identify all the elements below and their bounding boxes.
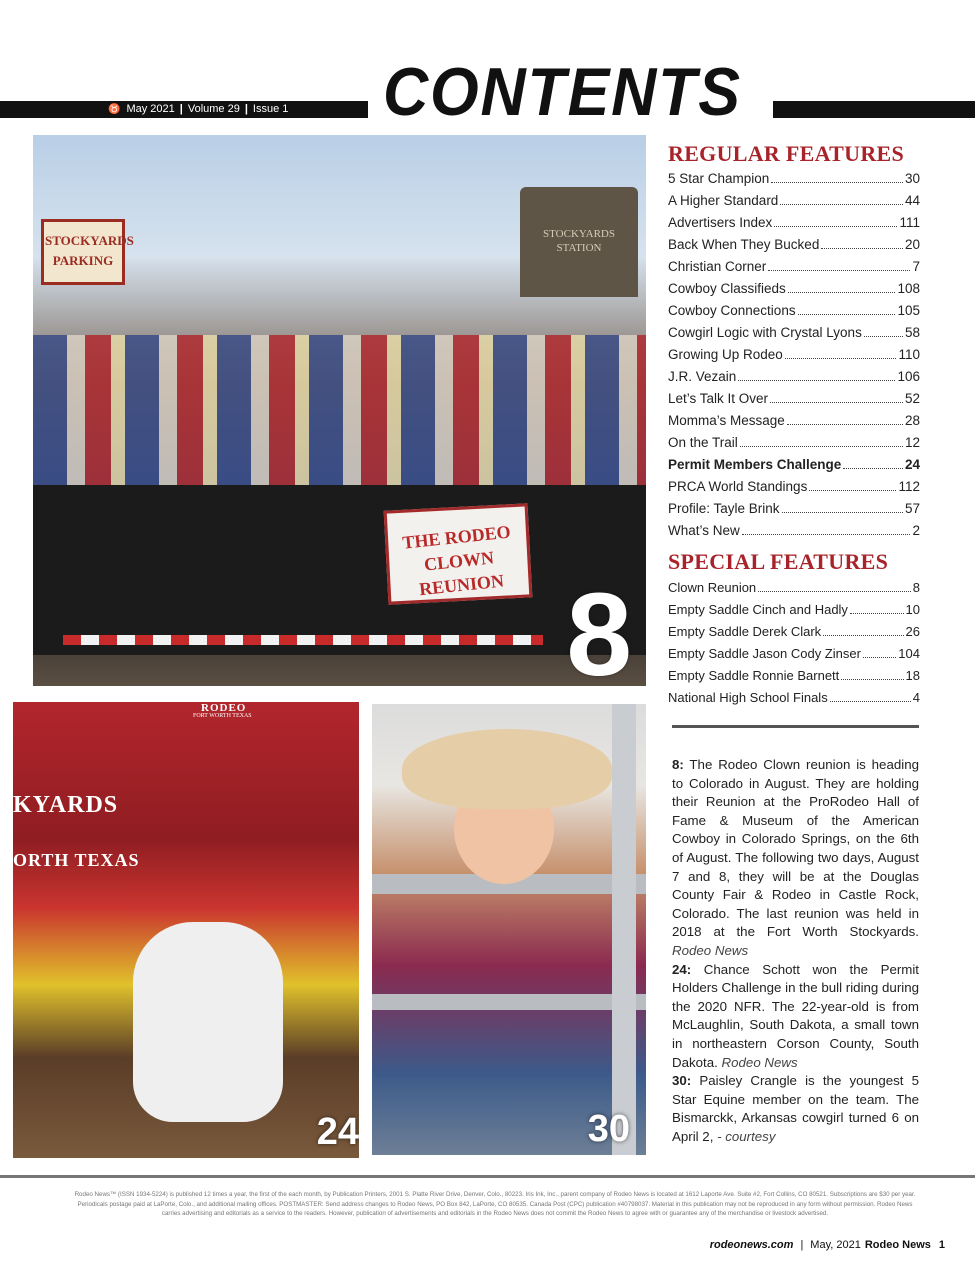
issue-number: Issue 1 <box>252 103 289 115</box>
special-feature-item[interactable] <box>668 643 920 665</box>
toc-page: 28 <box>904 413 920 428</box>
toc-leader-dots <box>774 226 897 227</box>
toc-page: 52 <box>904 391 920 406</box>
toc-leader-dots <box>843 468 903 469</box>
special-feature-item[interactable] <box>668 599 920 621</box>
section-divider <box>672 725 919 728</box>
toc-page: 26 <box>905 624 920 639</box>
description-text: Paisley Crangle is the youngest 5 Star Equine member on the team. The Bismarckk, Arkansas cowgirl turned 6 on April 2, <box>672 1073 919 1144</box>
special-feature-item[interactable] <box>668 687 920 709</box>
description-page-ref: 24: <box>672 961 692 977</box>
toc-leader-dots <box>740 446 903 447</box>
cowboy-hat <box>402 729 612 809</box>
regular-feature-item[interactable] <box>668 212 920 234</box>
toc-leader-dots <box>780 204 903 205</box>
legal-notice: Rodeo News™ (ISSN 1934-5224) is published 12 times a year, the first of the each month, by Publication Printers, 2001 S. Platte River Drive, Denver, Colo., 80223. Iris Ink, Inc., parent company of Rodeo News is located at 1612 Laporte Ave. Suite #2, Fort Collins, CO 80521. Subscriptions are $30 per year. Periodicals postage paid at LaPorte, Colo., and additional mailing offices. POSTMASTER: Send address changes to Rodeo News, PO Box 842, LaPorte, CO 80535. Canada Post (CPC) publication #40798037. Material in this publication may not be reproduced in any form without permission. Rodeo News carries advertising and editorials as a service to the readers. However, publication of advertisements and editorials in the Rodeo News does not commit the Rodeo News to agree with or guarantee any of the merchandise or livestock advertised. <box>74 1191 916 1217</box>
toc-title: Empty Saddle Ronnie Barnett <box>668 668 840 683</box>
toc-page: 24 <box>904 457 920 472</box>
toc-title: J.R. Vezain <box>668 369 737 384</box>
toc-title: On the Trail <box>668 435 738 450</box>
toc-leader-dots <box>742 534 911 535</box>
toc-page: 18 <box>905 668 920 683</box>
toc-leader-dots <box>785 358 897 359</box>
page-number-8: 8 <box>566 569 632 686</box>
website-link[interactable]: rodeonews.com <box>709 1239 794 1251</box>
description-paragraph <box>672 1072 919 1146</box>
folio-separator: | <box>800 1239 804 1251</box>
arena-subtext: FORT WORTH TEXAS <box>193 713 252 719</box>
issue-date: May 2021 <box>126 103 175 115</box>
regular-feature-item[interactable] <box>668 168 920 190</box>
toc-title: Empty Saddle Jason Cody Zinser <box>668 646 861 661</box>
regular-feature-item[interactable] <box>668 344 920 366</box>
toc-title: Christian Corner <box>668 259 767 274</box>
arena-stockyards-text: KYARDS <box>13 792 119 818</box>
toc-title: Let’s Talk It Over <box>668 391 769 406</box>
toc-title: Cowboy Connections <box>668 303 796 318</box>
regular-feature-item[interactable] <box>668 322 920 344</box>
toc-leader-dots <box>771 182 903 183</box>
toc-page: 10 <box>905 602 920 617</box>
trailer <box>33 485 646 655</box>
toc-page: 44 <box>904 193 920 208</box>
photo-credit: Rodeo News <box>721 1054 798 1070</box>
regular-features-list <box>668 168 920 542</box>
toc-title: A Higher Standard <box>668 193 779 208</box>
special-features-heading: SPECIAL FEATURES <box>668 549 889 574</box>
page-number-24: 24 <box>316 1111 359 1153</box>
toc-page: 112 <box>898 479 920 494</box>
toc-leader-dots <box>830 701 911 702</box>
trailer-stripe <box>63 635 543 645</box>
toc-leader-dots <box>788 292 896 293</box>
toc-leader-dots <box>782 512 903 513</box>
toc-title: Permit Members Challenge <box>668 457 842 472</box>
toc-leader-dots <box>821 248 903 249</box>
toc-title: Profile: Tayle Brink <box>668 501 780 516</box>
toc-page: 4 <box>912 690 920 705</box>
toc-leader-dots <box>863 657 896 658</box>
toc-page: 7 <box>912 259 920 274</box>
toc-page: 108 <box>897 281 920 296</box>
toc-leader-dots <box>738 380 895 381</box>
magazine-name: Rodeo News <box>864 1239 931 1251</box>
photo-descriptions <box>672 756 919 1146</box>
gate-rail <box>372 994 646 1010</box>
regular-feature-item[interactable] <box>668 234 920 256</box>
toc-page: 57 <box>904 501 920 516</box>
toc-page: 104 <box>898 646 920 661</box>
reunion-banner-text: THE RODEO CLOWN REUNION <box>401 521 512 600</box>
toc-title: Clown Reunion <box>668 580 757 595</box>
regular-feature-item[interactable] <box>668 476 920 498</box>
toc-page: 58 <box>904 325 920 340</box>
clown-reunion-photo <box>33 135 646 686</box>
photo-credit: Rodeo News <box>672 942 749 958</box>
regular-feature-item[interactable] <box>668 190 920 212</box>
gate-post <box>612 704 636 1155</box>
toc-page: 20 <box>904 237 920 252</box>
toc-leader-dots <box>758 591 911 592</box>
toc-leader-dots <box>809 490 896 491</box>
footer-rule <box>0 1175 975 1178</box>
description-paragraph <box>672 756 919 961</box>
toc-page: 105 <box>897 303 920 318</box>
special-feature-item[interactable] <box>668 665 920 687</box>
special-feature-item[interactable] <box>668 577 920 599</box>
cowgirl-photo <box>372 704 646 1155</box>
toc-page: 110 <box>898 347 920 362</box>
toc-title: National High School Finals <box>668 690 828 705</box>
regular-feature-item[interactable] <box>668 410 920 432</box>
bull <box>133 922 283 1122</box>
description-text: The Rodeo Clown reunion is heading to Colorado in August. They are holding their Reunion at the ProRodeo Hall of Fame & Museum of the American Cowboy in Colorado Springs, on the 6th of August. The following two days, August 7 and 8, they will be at the Douglas County Fair & Rodeo in Castle Rock, Colorado. The last reunion was held in 2018 at the Fort Worth Stockyards. <box>672 757 919 940</box>
arena-rodeo-text: RODEO <box>201 702 247 714</box>
regular-feature-item[interactable] <box>668 498 920 520</box>
water-tower-text: STOCKYARDS STATION <box>543 228 615 254</box>
toc-page: 8 <box>912 580 920 595</box>
toc-title: Momma’s Message <box>668 413 785 428</box>
folio-date: May, 2021 <box>810 1239 861 1251</box>
toc-leader-dots <box>798 314 896 315</box>
toc-page: 106 <box>897 369 920 384</box>
page-title: CONTENTS <box>383 54 742 130</box>
regular-feature-item[interactable] <box>668 300 920 322</box>
toc-title: Cowgirl Logic with Crystal Lyons <box>668 325 862 340</box>
toc-page: 12 <box>904 435 920 450</box>
toc-page: 111 <box>899 215 920 230</box>
toc-title: Empty Saddle Derek Clark <box>668 624 822 639</box>
toc-title: Back When They Bucked <box>668 237 820 252</box>
toc-title: Growing Up Rodeo <box>668 347 783 362</box>
special-features-list <box>668 577 920 709</box>
regular-feature-item[interactable] <box>668 432 920 454</box>
regular-feature-item[interactable] <box>668 454 920 476</box>
toc-leader-dots <box>850 613 904 614</box>
page-number: 1 <box>938 1239 945 1251</box>
description-paragraph <box>672 961 919 1073</box>
toc-title: What’s New <box>668 523 740 538</box>
toc-leader-dots <box>864 336 903 337</box>
issue-line <box>108 101 288 118</box>
arena-texas-text: ORTH TEXAS <box>13 850 140 870</box>
toc-title: 5 Star Champion <box>668 171 770 186</box>
toc-leader-dots <box>787 424 903 425</box>
toc-page: 30 <box>904 171 920 186</box>
regular-feature-item[interactable] <box>668 388 920 410</box>
header-rule-right <box>773 101 975 118</box>
clowns-crowd <box>33 335 646 485</box>
regular-feature-item[interactable] <box>668 366 920 388</box>
toc-title: Advertisers Index <box>668 215 773 230</box>
regular-feature-item[interactable] <box>668 520 920 542</box>
toc-title: Cowboy Classifieds <box>668 281 786 296</box>
issue-separator: | <box>179 103 183 115</box>
description-page-ref: 8: <box>672 757 684 772</box>
toc-leader-dots <box>823 635 903 636</box>
bull-riding-photo <box>13 702 359 1158</box>
toc-leader-dots <box>768 270 910 271</box>
toc-page: 2 <box>912 523 920 538</box>
toc-title: PRCA World Standings <box>668 479 808 494</box>
issue-volume: Volume 29 <box>187 103 240 115</box>
regular-features-heading: REGULAR FEATURES <box>668 141 905 166</box>
regular-feature-item[interactable] <box>668 278 920 300</box>
issue-separator: | <box>244 103 248 115</box>
special-feature-item[interactable] <box>668 621 920 643</box>
toc-title: Empty Saddle Cinch and Hadly <box>668 602 848 617</box>
page-number-30: 30 <box>587 1108 630 1150</box>
description-page-ref: 30: <box>672 1073 692 1089</box>
bull-horns-icon: ♉ <box>108 104 121 115</box>
description-text: Chance Schott won the Permit Holders Challenge in the bull riding during the 2020 NFR. The 22-year-old is from McLaughlin, South Dakota, a small town in northeastern Corson County, South Dakota. <box>672 961 919 1070</box>
folio <box>710 1239 945 1251</box>
regular-feature-item[interactable] <box>668 256 920 278</box>
toc-leader-dots <box>770 402 903 403</box>
parking-sign-text: STOCKYARDS PARKING <box>45 233 134 268</box>
photo-credit: - courtesy <box>717 1128 776 1144</box>
toc-leader-dots <box>841 679 903 680</box>
